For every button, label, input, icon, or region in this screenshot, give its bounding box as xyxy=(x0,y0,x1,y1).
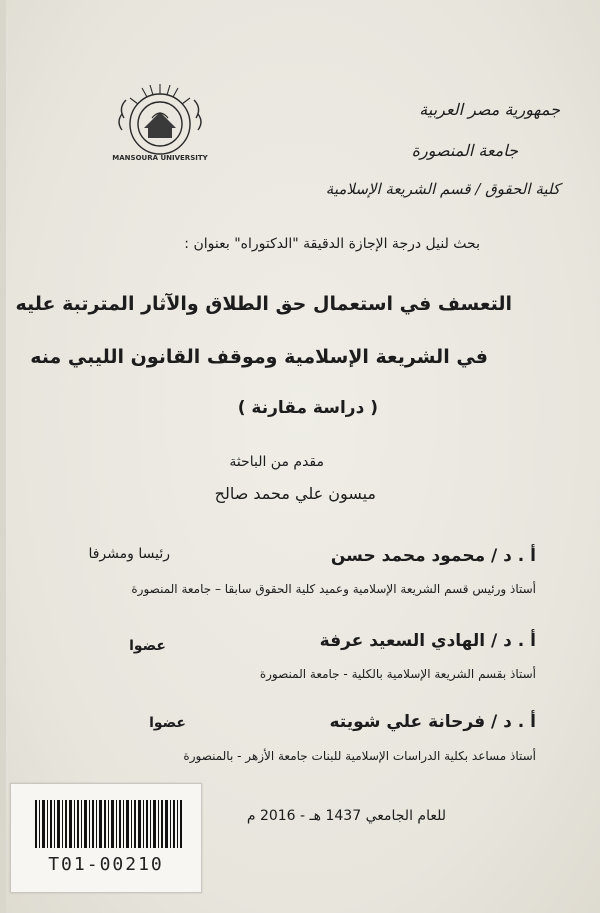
academic-year: للعام الجامعي 1437 هـ - 2016 م xyxy=(246,808,446,824)
library-barcode-label xyxy=(10,783,202,893)
thesis-title-line-2: في الشريعة الإسلامية وموقف القانون الليبي منه xyxy=(30,346,488,368)
faculty-department: كلية الحقوق / قسم الشريعة الإسلامية xyxy=(325,180,560,198)
presented-by-label: مقدم من الباحثة xyxy=(229,454,324,470)
committee-member-3-desc: أستاذ مساعد بكلية الدراسات الإسلامية للبنات جامعة الأزهر - بالمنصورة xyxy=(183,749,536,763)
university-name: جامعة المنصورة xyxy=(411,141,518,160)
committee-member-1-name: أ . د / محمود محمد حسن xyxy=(330,546,536,566)
barcode-code: T01-00210 xyxy=(48,854,164,875)
committee-member-2-role: عضوا xyxy=(129,638,166,654)
committee-member-1-desc: أستاذ ورئيس قسم الشريعة الإسلامية وعميد كلية الحقوق سابقا – جامعة المنصورة xyxy=(131,582,536,596)
thesis-intro: بحث لنيل درجة الإجازة الدقيقة "الدكتوراه" بعنوان : xyxy=(184,236,480,252)
committee-member-1-role: رئيسا ومشرفا xyxy=(88,546,170,562)
committee-member-3-role: عضوا xyxy=(149,715,186,731)
committee-member-2-desc: أستاذ بقسم الشريعة الإسلامية بالكلية - جامعة المنصورة xyxy=(259,667,536,681)
committee-member-3-name: أ . د / فرحانة علي شويته xyxy=(329,712,536,732)
logo-text: MANSOURA UNIVERSITY xyxy=(112,154,208,162)
page-edge xyxy=(0,0,6,913)
university-logo-icon xyxy=(112,78,208,170)
committee-member-2-name: أ . د / الهادي السعيد عرفة xyxy=(319,631,536,651)
country-name: جمهورية مصر العربية xyxy=(419,100,560,119)
thesis-title-line-3: ( دراسة مقارنة ) xyxy=(237,398,378,418)
barcode-icon xyxy=(33,798,183,850)
thesis-title-line-1: التعسف في استعمال حق الطلاق والآثار المترتبة عليه xyxy=(15,293,512,315)
researcher-name: ميسون علي محمد صالح xyxy=(214,484,376,503)
